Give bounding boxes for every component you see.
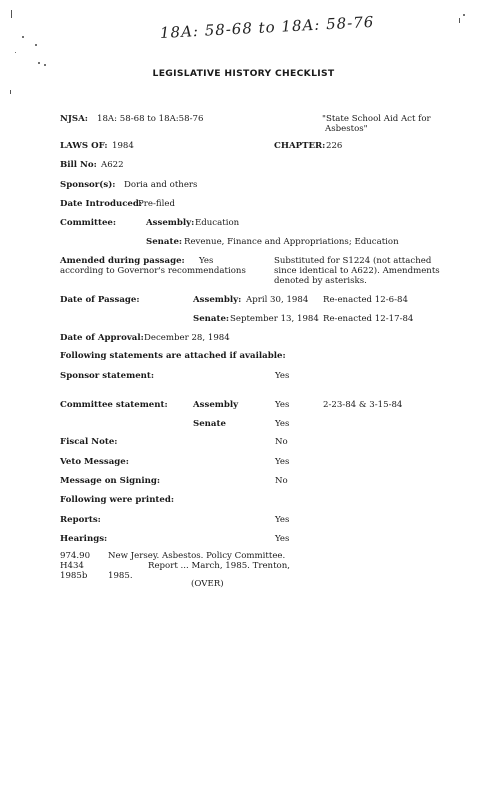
scan-speck [44,64,46,66]
committee-label: Committee: [60,218,117,228]
date-of-approval-label: Date of Approval: [60,333,144,343]
citation-line1: New Jersey. Asbestos. Policy Committee. [108,551,286,561]
statements-heading: Following statements are attached if available: [60,351,286,361]
passage-assembly-date: April 30, 1984 [246,295,309,305]
date-introduced-label: Date Introduced: [60,199,143,209]
committee-statement-dates: 2-23-84 & 3-15-84 [323,400,403,410]
scan-speck [35,44,37,46]
scan-mark [10,90,11,94]
hearings-value: Yes [275,534,290,544]
call-number-line2: H434 [60,561,84,571]
citation-line2: Report ... March, 1985. Trenton, [148,561,290,571]
reports-value: Yes [275,515,290,525]
chapter-value: 226 [326,141,343,151]
substitution-note-line2: since identical to A622). Amendments [274,266,440,276]
call-number-line1: 974.90 [60,551,91,561]
printed-heading: Following were printed: [60,495,175,505]
call-number-line3: 1985b [60,571,88,581]
committee-statement-senate-label: Senate [193,419,226,429]
message-on-signing-label: Message on Signing: [60,476,161,486]
njsa-value: 18A: 58-68 to 18A:58-76 [97,114,204,124]
substitution-note-line3: denoted by asterisks. [274,276,367,286]
date-introduced-value: Pre-filed [138,199,175,209]
fiscal-note-label: Fiscal Note: [60,437,118,447]
passage-assembly-label: Assembly: [193,295,242,305]
amended-label: Amended during passage: [60,256,185,266]
reports-label: Reports: [60,515,101,525]
sponsor-statement-value: Yes [275,371,290,381]
date-of-passage-label: Date of Passage: [60,295,140,305]
scan-speck [463,14,465,16]
substitution-note-line1: Substituted for S1224 (not attached [274,256,432,266]
laws-of-label: LAWS OF: [60,141,108,151]
amended-value: Yes [199,256,214,266]
njsa-label: NJSA: [60,114,88,124]
committee-assembly-label: Assembly: [146,218,195,228]
committee-assembly-value: Education [195,218,240,228]
bill-no-value: A622 [101,160,124,170]
passage-assembly-note: Re-enacted 12-6-84 [323,295,408,305]
amended-line2: according to Governor's recommendations [60,266,246,276]
act-title-line2: Asbestos" [325,124,368,134]
sponsor-statement-label: Sponsor statement: [60,371,155,381]
committee-senate-value: Revenue, Finance and Appropriations; Education [184,237,399,247]
committee-senate-label: Senate: [146,237,183,247]
handwritten-citation: 18A: 58-68 to 18A: 58-76 [159,12,375,42]
passage-senate-note: Re-enacted 12-17-84 [323,314,414,324]
committee-statement-label: Committee statement: [60,400,168,410]
sponsors-value: Doria and others [124,180,198,190]
bill-no-label: Bill No: [60,160,97,170]
scan-mark [459,18,460,23]
scan-mark [11,10,12,18]
veto-message-value: Yes [275,457,290,467]
page-title: LEGISLATIVE HISTORY CHECKLIST [152,68,335,79]
committee-statement-senate-value: Yes [275,419,290,429]
message-on-signing-value: No [275,476,288,486]
veto-message-label: Veto Message: [60,457,129,467]
scan-speck [38,62,40,64]
over-note: (OVER) [191,579,224,589]
scan-speck [22,36,24,38]
sponsors-label: Sponsor(s): [60,180,116,190]
act-title-line1: "State School Aid Act for [322,114,431,124]
citation-line3: 1985. [108,571,133,581]
fiscal-note-value: No [275,437,288,447]
hearings-label: Hearings: [60,534,108,544]
scan-speck [15,52,16,53]
laws-of-value: 1984 [112,141,134,151]
passage-senate-date: September 13, 1984 [230,314,319,324]
committee-statement-assembly-label: Assembly [193,400,239,410]
committee-statement-assembly-value: Yes [275,400,290,410]
passage-senate-label: Senate: [193,314,230,324]
date-of-approval-value: December 28, 1984 [144,333,230,343]
chapter-label: CHAPTER: [274,141,326,151]
